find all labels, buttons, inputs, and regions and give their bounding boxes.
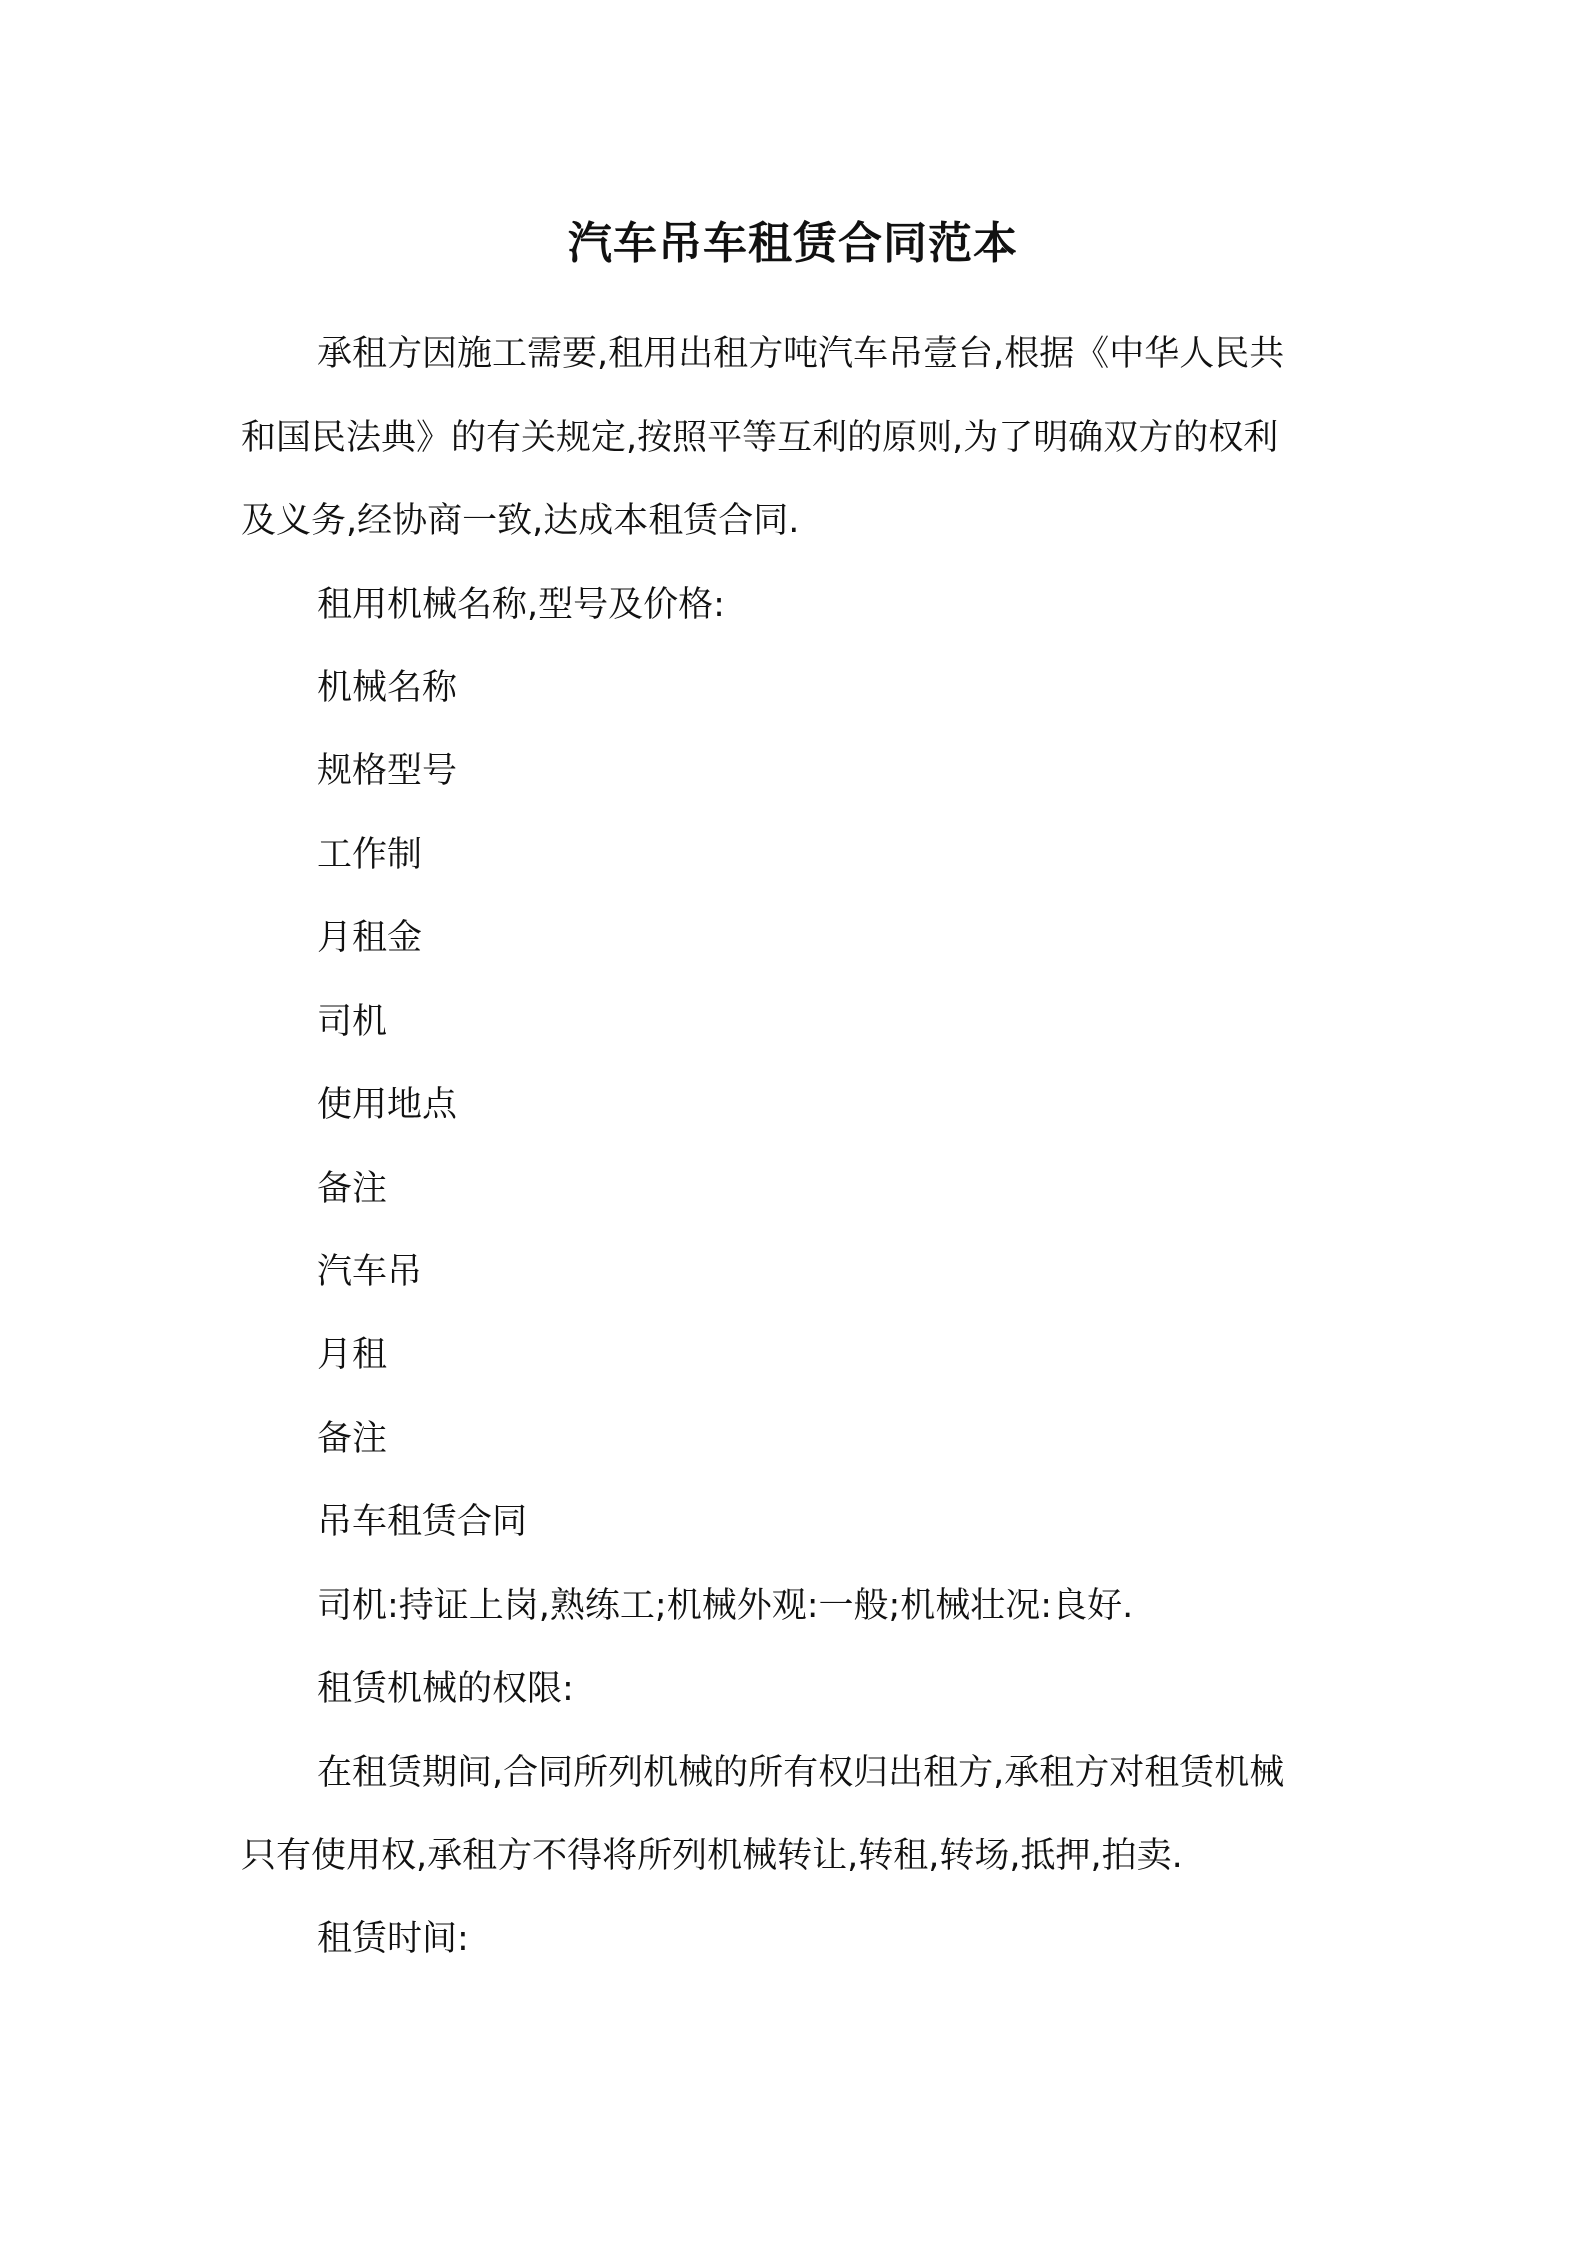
section-heading-lease-period: 租赁时间:: [317, 1919, 469, 1959]
paragraph-driver-condition: 司机:持证上岗,熟练工;机械外观:一般;机械壮况:良好.: [317, 1586, 1134, 1626]
paragraph-intro-line-2: 和国民法典》的有关规定,按照平等互利的原则,为了明确双方的权利: [241, 418, 1279, 458]
list-item: 机械名称: [317, 668, 458, 708]
list-item: 规格型号: [317, 751, 458, 791]
section-heading-rights: 租赁机械的权限:: [317, 1669, 574, 1709]
list-item: 司机: [317, 1002, 388, 1042]
list-item: 月租金: [317, 918, 423, 958]
list-item: 汽车吊: [317, 1252, 423, 1292]
paragraph-rights-line-2: 只有使用权,承租方不得将所列机械转让,转租,转场,抵押,拍卖.: [241, 1836, 1183, 1876]
list-item: 吊车租赁合同: [317, 1502, 528, 1542]
list-item: 备注: [317, 1169, 388, 1209]
section-heading-machinery: 租用机械名称,型号及价格:: [317, 585, 725, 625]
list-item: 备注: [317, 1419, 388, 1459]
paragraph-intro-line-3: 及义务,经协商一致,达成本租赁合同.: [241, 501, 800, 541]
document-title: 汽车吊车租赁合同范本: [568, 218, 1018, 269]
list-item: 使用地点: [317, 1085, 458, 1125]
list-item: 月租: [317, 1335, 388, 1375]
paragraph-intro-line-1: 承租方因施工需要,租用出租方吨汽车吊壹台,根据《中华人民共: [317, 334, 1285, 374]
paragraph-rights-line-1: 在租赁期间,合同所列机械的所有权归出租方,承租方对租赁机械: [317, 1753, 1285, 1793]
list-item: 工作制: [317, 835, 423, 875]
